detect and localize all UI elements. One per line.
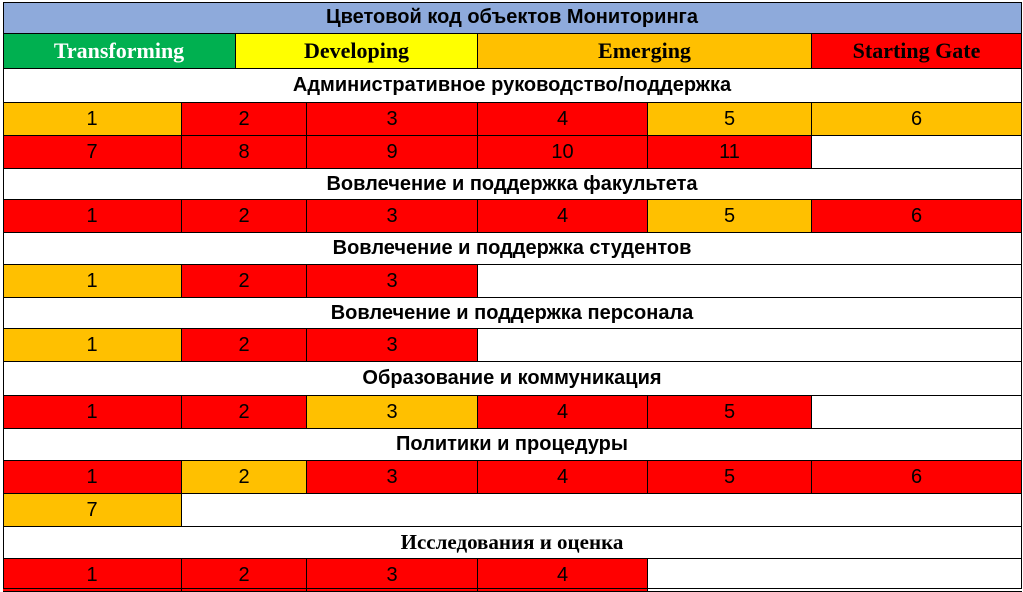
section-header xyxy=(3,233,1022,265)
section-header xyxy=(3,169,1022,200)
objective-cell: 4 xyxy=(478,559,648,591)
section-title: Вовлечение и поддержка факультета xyxy=(3,169,1022,199)
monitoring-color-table xyxy=(3,2,1022,592)
section-title: Исследования и оценка xyxy=(3,527,1022,558)
objective-cell: 4 xyxy=(478,103,648,135)
objective-cell: 3 xyxy=(307,200,478,232)
legend-emerging: Emerging xyxy=(478,34,812,68)
section-title: Административное руководство/поддержка xyxy=(3,69,1022,102)
legend-row xyxy=(3,34,1022,69)
data-row xyxy=(3,559,1022,592)
objective-cell: 3 xyxy=(307,265,478,297)
objective-cell: 5 xyxy=(648,396,812,428)
section-header xyxy=(3,429,1022,461)
data-row xyxy=(3,494,1022,527)
objective-cell: 1 xyxy=(3,461,182,493)
objective-cell: 5 xyxy=(648,103,812,135)
section-title: Политики и процедуры xyxy=(3,429,1022,460)
data-row xyxy=(3,396,1022,429)
title-row xyxy=(3,2,1022,34)
section-header xyxy=(3,527,1022,559)
objective-cell: 1 xyxy=(3,103,182,135)
objective-cell: 2 xyxy=(182,103,307,135)
objective-cell: 6 xyxy=(812,461,1022,493)
objective-cell: 4 xyxy=(478,200,648,232)
objective-cell: 5 xyxy=(648,461,812,493)
section-title: Образование и коммуникация xyxy=(3,362,1022,395)
objective-cell: 2 xyxy=(182,329,307,361)
objective-cell: 2 xyxy=(182,461,307,493)
section-title: Вовлечение и поддержка персонала xyxy=(3,298,1022,328)
section-header xyxy=(3,362,1022,396)
objective-cell: 7 xyxy=(3,136,182,168)
legend-starting-gate: Starting Gate xyxy=(812,34,1022,68)
objective-cell: 6 xyxy=(812,103,1022,135)
objective-cell: 10 xyxy=(478,136,648,168)
objective-cell: 7 xyxy=(3,494,182,526)
objective-cell: 1 xyxy=(3,265,182,297)
data-row xyxy=(3,136,1022,169)
table-title: Цветовой код объектов Мониторинга xyxy=(3,2,1022,33)
data-row xyxy=(3,103,1022,136)
section-title: Вовлечение и поддержка студентов xyxy=(3,233,1022,264)
objective-cell: 3 xyxy=(307,461,478,493)
objective-cell: 2 xyxy=(182,200,307,232)
section-header xyxy=(3,69,1022,103)
data-row xyxy=(3,200,1022,233)
objective-cell: 8 xyxy=(182,136,307,168)
objective-cell: 3 xyxy=(307,103,478,135)
section-header xyxy=(3,298,1022,329)
objective-cell: 3 xyxy=(307,396,478,428)
objective-cell: 11 xyxy=(648,136,812,168)
objective-cell: 1 xyxy=(3,200,182,232)
objective-cell: 2 xyxy=(182,559,307,591)
legend-developing: Developing xyxy=(236,34,478,68)
data-row xyxy=(3,461,1022,494)
objective-cell: 4 xyxy=(478,396,648,428)
objective-cell: 1 xyxy=(3,396,182,428)
data-row xyxy=(3,329,1022,362)
objective-cell: 1 xyxy=(3,329,182,361)
objective-cell: 3 xyxy=(307,559,478,591)
objective-cell: 9 xyxy=(307,136,478,168)
data-row xyxy=(3,265,1022,298)
objective-cell: 1 xyxy=(3,559,182,591)
objective-cell: 6 xyxy=(812,200,1022,232)
legend-transforming: Transforming xyxy=(3,34,236,68)
objective-cell: 3 xyxy=(307,329,478,361)
objective-cell: 2 xyxy=(182,396,307,428)
objective-cell: 5 xyxy=(648,200,812,232)
objective-cell: 4 xyxy=(478,461,648,493)
objective-cell: 2 xyxy=(182,265,307,297)
